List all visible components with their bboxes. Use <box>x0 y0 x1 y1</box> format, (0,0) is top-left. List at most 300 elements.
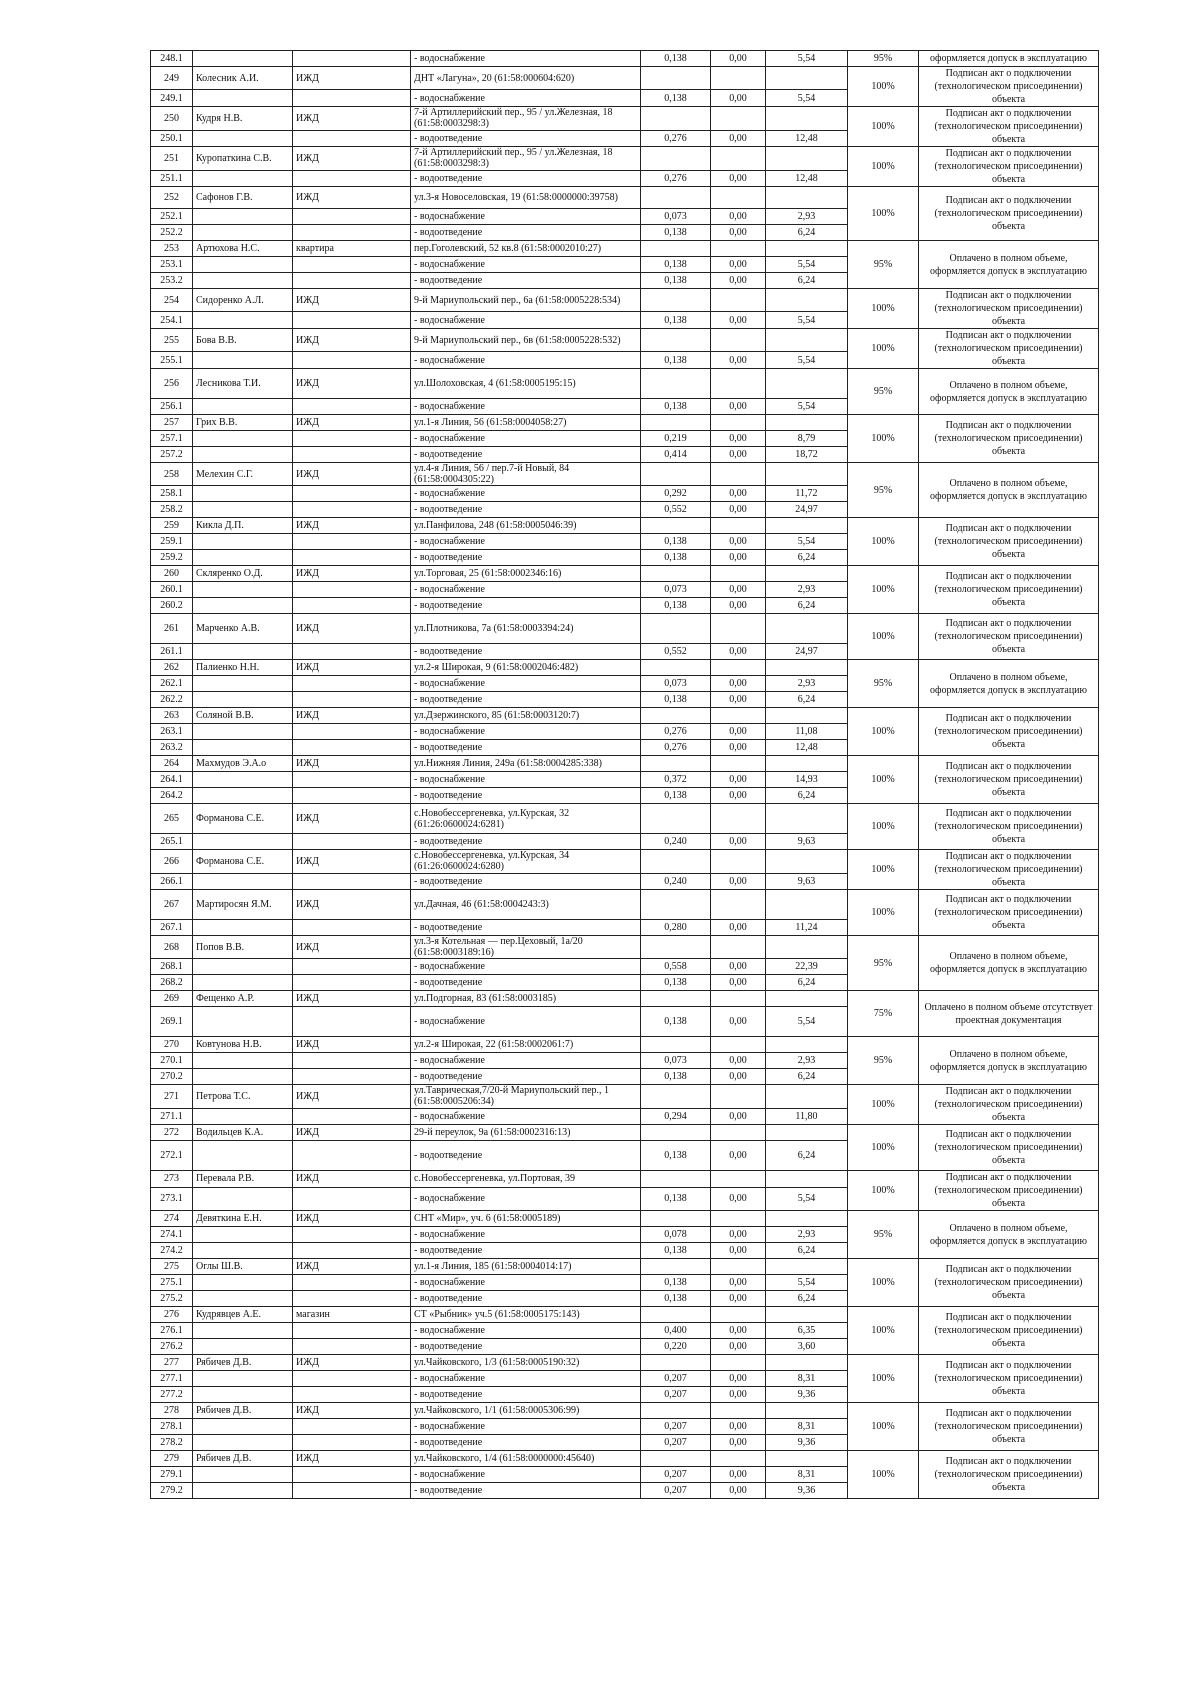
applicant-name: Мелехин С.Г. <box>193 463 293 486</box>
applicant-name <box>193 257 293 273</box>
zero-value <box>711 1085 766 1109</box>
row-number: 266 <box>151 850 193 874</box>
applicant-name <box>193 582 293 598</box>
object-address: - водоотведение <box>411 1339 641 1355</box>
object-type <box>293 1141 411 1171</box>
load-value: 0,138 <box>641 1291 711 1307</box>
registry-body <box>151 51 1099 1499</box>
applicant-name <box>193 1227 293 1243</box>
readiness-percent: 100% <box>848 708 919 756</box>
zero-value: 0,00 <box>711 598 766 614</box>
load-value: 0,276 <box>641 724 711 740</box>
applicant-name: Петрова Т.С. <box>193 1085 293 1109</box>
applicant-name <box>193 225 293 241</box>
applicant-name <box>193 1291 293 1307</box>
load-value: 0,138 <box>641 273 711 289</box>
status-note: Подписан акт о подключении (технологическом присоединении) объекта <box>919 804 1099 850</box>
object-type: ИЖД <box>293 708 411 724</box>
object-address: - водоснабжение <box>411 312 641 329</box>
fee-value: 6,24 <box>766 975 848 991</box>
object-type: ИЖД <box>293 1403 411 1419</box>
load-value <box>641 1355 711 1371</box>
zero-value <box>711 329 766 352</box>
object-type <box>293 1053 411 1069</box>
zero-value: 0,00 <box>711 644 766 660</box>
row-number: 251.1 <box>151 170 193 186</box>
object-type <box>293 90 411 107</box>
object-address: ул.Таврическая,7/20-й Мариупольский пер., 1 (61:58:0005206:34) <box>411 1085 641 1109</box>
object-address: ул.Панфилова, 248 (61:58:0005046:39) <box>411 518 641 534</box>
applicant-name <box>193 1483 293 1499</box>
fee-value: 6,24 <box>766 1243 848 1259</box>
applicant-name <box>193 724 293 740</box>
fee-value: 9,36 <box>766 1435 848 1451</box>
object-address: - водоотведение <box>411 788 641 804</box>
zero-value: 0,00 <box>711 920 766 936</box>
row-number: 258.2 <box>151 502 193 518</box>
object-type <box>293 1227 411 1243</box>
object-address: - водоснабжение <box>411 1323 641 1339</box>
applicant-name: Марченко А.В. <box>193 614 293 644</box>
applicant-name: Рябичев Д.В. <box>193 1355 293 1371</box>
zero-value <box>711 804 766 834</box>
object-type <box>293 399 411 415</box>
fee-value: 5,54 <box>766 1007 848 1037</box>
object-address: - водоснабжение <box>411 431 641 447</box>
row-number: 275.2 <box>151 1291 193 1307</box>
row-number: 279 <box>151 1451 193 1467</box>
row-number: 279.1 <box>151 1467 193 1483</box>
load-value <box>641 936 711 959</box>
zero-value <box>711 463 766 486</box>
object-address: - водоснабжение <box>411 257 641 273</box>
readiness-percent: 100% <box>848 1259 919 1307</box>
table-row <box>151 67 1099 90</box>
object-type <box>293 1371 411 1387</box>
zero-value: 0,00 <box>711 1053 766 1069</box>
table-row <box>151 936 1099 959</box>
fee-value <box>766 241 848 257</box>
zero-value: 0,00 <box>711 1141 766 1171</box>
row-number: 259 <box>151 518 193 534</box>
load-value <box>641 708 711 724</box>
zero-value <box>711 107 766 131</box>
object-address: - водоотведение <box>411 1141 641 1171</box>
readiness-percent: 100% <box>848 1355 919 1403</box>
applicant-name <box>193 1108 293 1124</box>
object-address: с.Новобессергеневка, ул.Курская, 34 (61:26:0600024:6280) <box>411 850 641 874</box>
object-address: - водоотведение <box>411 502 641 518</box>
object-type <box>293 582 411 598</box>
object-address: - водоснабжение <box>411 582 641 598</box>
fee-value: 2,93 <box>766 1053 848 1069</box>
fee-value <box>766 850 848 874</box>
object-type: ИЖД <box>293 1259 411 1275</box>
object-address: - водоснабжение <box>411 486 641 502</box>
object-address: - водоснабжение <box>411 1053 641 1069</box>
load-value: 0,078 <box>641 1227 711 1243</box>
load-value: 0,138 <box>641 312 711 329</box>
fee-value <box>766 566 848 582</box>
fee-value: 11,80 <box>766 1108 848 1124</box>
row-number: 270 <box>151 1037 193 1053</box>
zero-value: 0,00 <box>711 1291 766 1307</box>
applicant-name <box>193 447 293 463</box>
load-value: 0,240 <box>641 873 711 889</box>
fee-value: 2,93 <box>766 582 848 598</box>
row-number: 274 <box>151 1211 193 1227</box>
row-number: 278 <box>151 1403 193 1419</box>
row-number: 263.1 <box>151 724 193 740</box>
applicant-name <box>193 772 293 788</box>
object-type <box>293 1291 411 1307</box>
load-value: 0,207 <box>641 1467 711 1483</box>
status-note: Подписан акт о подключении (технологическом присоединении) объекта <box>919 1403 1099 1451</box>
readiness-percent: 100% <box>848 850 919 890</box>
object-type: ИЖД <box>293 67 411 90</box>
applicant-name <box>193 1243 293 1259</box>
applicant-name: Форманова С.Е. <box>193 850 293 874</box>
applicant-name <box>193 1371 293 1387</box>
readiness-percent: 100% <box>848 1403 919 1451</box>
applicant-name <box>193 90 293 107</box>
zero-value <box>711 1451 766 1467</box>
load-value: 0,552 <box>641 644 711 660</box>
table-row <box>151 614 1099 644</box>
fee-value: 5,54 <box>766 352 848 369</box>
load-value: 0,138 <box>641 692 711 708</box>
row-number: 277 <box>151 1355 193 1371</box>
object-address: - водоснабжение <box>411 51 641 67</box>
row-number: 250 <box>151 107 193 131</box>
readiness-percent: 95% <box>848 463 919 518</box>
fee-value <box>766 1451 848 1467</box>
fee-value: 6,24 <box>766 692 848 708</box>
fee-value: 6,24 <box>766 273 848 289</box>
row-number: 264.2 <box>151 788 193 804</box>
fee-value <box>766 1037 848 1053</box>
fee-value: 22,39 <box>766 959 848 975</box>
object-address: - водоотведение <box>411 692 641 708</box>
load-value <box>641 369 711 399</box>
load-value: 0,138 <box>641 225 711 241</box>
object-address: - водоотведение <box>411 1435 641 1451</box>
applicant-name: Кудрявцев А.Е. <box>193 1307 293 1323</box>
row-number: 278.1 <box>151 1419 193 1435</box>
object-type <box>293 920 411 936</box>
zero-value: 0,00 <box>711 834 766 850</box>
zero-value <box>711 369 766 399</box>
table-row <box>151 289 1099 312</box>
zero-value: 0,00 <box>711 1243 766 1259</box>
row-number: 252 <box>151 187 193 209</box>
table-row <box>151 518 1099 534</box>
applicant-name <box>193 51 293 67</box>
zero-value: 0,00 <box>711 1483 766 1499</box>
load-value <box>641 756 711 772</box>
applicant-name: Колесник А.И. <box>193 67 293 90</box>
applicant-name <box>193 740 293 756</box>
load-value <box>641 1259 711 1275</box>
readiness-percent: 100% <box>848 614 919 660</box>
zero-value: 0,00 <box>711 130 766 146</box>
fee-value: 18,72 <box>766 447 848 463</box>
object-address: - водоотведение <box>411 1387 641 1403</box>
zero-value: 0,00 <box>711 873 766 889</box>
row-number: 265.1 <box>151 834 193 850</box>
fee-value: 5,54 <box>766 399 848 415</box>
row-number: 261 <box>151 614 193 644</box>
row-number: 251 <box>151 147 193 171</box>
load-value: 0,219 <box>641 431 711 447</box>
object-address: - водоснабжение <box>411 534 641 550</box>
table-row <box>151 1451 1099 1467</box>
applicant-name <box>193 1069 293 1085</box>
load-value: 0,372 <box>641 772 711 788</box>
object-type <box>293 225 411 241</box>
row-number: 257 <box>151 415 193 431</box>
applicant-name: Оглы Ш.В. <box>193 1259 293 1275</box>
fee-value: 6,24 <box>766 1069 848 1085</box>
fee-value: 5,54 <box>766 257 848 273</box>
object-address: - водоотведение <box>411 130 641 146</box>
applicant-name <box>193 692 293 708</box>
fee-value: 8,31 <box>766 1419 848 1435</box>
zero-value: 0,00 <box>711 170 766 186</box>
fee-value: 9,63 <box>766 834 848 850</box>
row-number: 260.2 <box>151 598 193 614</box>
table-row <box>151 1307 1099 1323</box>
fee-value <box>766 67 848 90</box>
object-address: ул.Торговая, 25 (61:58:0002346:16) <box>411 566 641 582</box>
zero-value: 0,00 <box>711 740 766 756</box>
row-number: 275 <box>151 1259 193 1275</box>
status-note: Подписан акт о подключении (технологическом присоединении) объекта <box>919 614 1099 660</box>
object-type: ИЖД <box>293 804 411 834</box>
object-type <box>293 598 411 614</box>
load-value: 0,207 <box>641 1371 711 1387</box>
fee-value <box>766 1171 848 1188</box>
zero-value: 0,00 <box>711 1187 766 1210</box>
zero-value: 0,00 <box>711 582 766 598</box>
row-number: 277.1 <box>151 1371 193 1387</box>
load-value <box>641 329 711 352</box>
load-value <box>641 1037 711 1053</box>
object-address: 9-й Мариупольский пер., 6а (61:58:0005228:534) <box>411 289 641 312</box>
readiness-percent: 95% <box>848 936 919 991</box>
object-type <box>293 1419 411 1435</box>
zero-value: 0,00 <box>711 502 766 518</box>
fee-value <box>766 463 848 486</box>
applicant-name <box>193 130 293 146</box>
object-address: ул.Чайковского, 1/4 (61:58:0000000:45640) <box>411 1451 641 1467</box>
fee-value: 2,93 <box>766 209 848 225</box>
object-address: ул.Плотникова, 7а (61:58:0003394:24) <box>411 614 641 644</box>
zero-value: 0,00 <box>711 1069 766 1085</box>
zero-value <box>711 187 766 209</box>
zero-value: 0,00 <box>711 51 766 67</box>
zero-value: 0,00 <box>711 959 766 975</box>
row-number: 256.1 <box>151 399 193 415</box>
object-type <box>293 431 411 447</box>
load-value <box>641 1085 711 1109</box>
table-row <box>151 329 1099 352</box>
object-type: ИЖД <box>293 289 411 312</box>
fee-value: 6,24 <box>766 598 848 614</box>
applicant-name: Лесникова Т.И. <box>193 369 293 399</box>
fee-value: 2,93 <box>766 676 848 692</box>
status-note: Подписан акт о подключении (технологическом присоединении) объекта <box>919 566 1099 614</box>
row-number: 273 <box>151 1171 193 1188</box>
status-note: Подписан акт о подключении (технологическом присоединении) объекта <box>919 1355 1099 1403</box>
row-number: 259.1 <box>151 534 193 550</box>
fee-value: 24,97 <box>766 502 848 518</box>
row-number: 274.1 <box>151 1227 193 1243</box>
fee-value <box>766 1307 848 1323</box>
row-number: 248.1 <box>151 51 193 67</box>
object-type <box>293 1467 411 1483</box>
applicant-name <box>193 1467 293 1483</box>
load-value: 0,138 <box>641 550 711 566</box>
object-type: ИЖД <box>293 756 411 772</box>
object-address: - водоотведение <box>411 644 641 660</box>
object-type <box>293 975 411 991</box>
load-value: 0,207 <box>641 1435 711 1451</box>
readiness-percent: 100% <box>848 1451 919 1499</box>
object-type <box>293 1435 411 1451</box>
object-type <box>293 550 411 566</box>
zero-value: 0,00 <box>711 225 766 241</box>
row-number: 254 <box>151 289 193 312</box>
load-value: 0,138 <box>641 1069 711 1085</box>
zero-value: 0,00 <box>711 1467 766 1483</box>
applicant-name <box>193 431 293 447</box>
zero-value <box>711 1403 766 1419</box>
applicant-name: Грих В.В. <box>193 415 293 431</box>
applicant-name: Артюхова Н.С. <box>193 241 293 257</box>
row-number: 273.1 <box>151 1187 193 1210</box>
zero-value: 0,00 <box>711 692 766 708</box>
row-number: 263.2 <box>151 740 193 756</box>
load-value <box>641 147 711 171</box>
object-address: - водоотведение <box>411 447 641 463</box>
applicant-name: Сафонов Г.В. <box>193 187 293 209</box>
object-address: - водоотведение <box>411 1069 641 1085</box>
applicant-name <box>193 920 293 936</box>
load-value: 0,280 <box>641 920 711 936</box>
status-note: Оплачено в полном объеме, оформляется допуск в эксплуатацию <box>919 463 1099 518</box>
row-number: 255 <box>151 329 193 352</box>
load-value <box>641 463 711 486</box>
object-address: 7-й Артиллерийский пер., 95 / ул.Железная, 18 (61:58:0003298:3) <box>411 147 641 171</box>
row-number: 270.1 <box>151 1053 193 1069</box>
applicant-name <box>193 209 293 225</box>
object-address: - водоснабжение <box>411 209 641 225</box>
status-note: Оплачено в полном объеме, оформляется допуск в эксплуатацию <box>919 660 1099 708</box>
load-value: 0,276 <box>641 170 711 186</box>
table-row <box>151 1403 1099 1419</box>
load-value <box>641 1125 711 1141</box>
applicant-name <box>193 1323 293 1339</box>
object-address: - водоснабжение <box>411 772 641 788</box>
object-type: ИЖД <box>293 1355 411 1371</box>
status-note: Подписан акт о подключении (технологическом присоединении) объекта <box>919 518 1099 566</box>
object-address: СТ «Рыбник» уч.5 (61:58:0005175:143) <box>411 1307 641 1323</box>
applicant-name <box>193 170 293 186</box>
object-type <box>293 676 411 692</box>
object-type <box>293 740 411 756</box>
zero-value: 0,00 <box>711 257 766 273</box>
load-value <box>641 566 711 582</box>
applicant-name: Сидоренко А.Л. <box>193 289 293 312</box>
table-row <box>151 756 1099 772</box>
fee-value <box>766 107 848 131</box>
object-address: 29-й переулок, 9а (61:58:0002316:13) <box>411 1125 641 1141</box>
load-value: 0,400 <box>641 1323 711 1339</box>
object-address: ул.3-я Котельная — пер.Цеховый, 1а/20 (61:58:0003189:16) <box>411 936 641 959</box>
row-number: 258 <box>151 463 193 486</box>
zero-value <box>711 1355 766 1371</box>
row-number: 268.2 <box>151 975 193 991</box>
row-number: 259.2 <box>151 550 193 566</box>
table-row <box>151 708 1099 724</box>
zero-value <box>711 1211 766 1227</box>
load-value <box>641 1171 711 1188</box>
object-type <box>293 352 411 369</box>
object-address: - водоснабжение <box>411 1419 641 1435</box>
zero-value <box>711 850 766 874</box>
readiness-percent: 95% <box>848 660 919 708</box>
table-row <box>151 369 1099 399</box>
object-address: ул.Дзержинского, 85 (61:58:0003120:7) <box>411 708 641 724</box>
object-type: ИЖД <box>293 936 411 959</box>
load-value: 0,138 <box>641 788 711 804</box>
object-type <box>293 209 411 225</box>
object-type <box>293 834 411 850</box>
object-type: ИЖД <box>293 1085 411 1109</box>
fee-value: 5,54 <box>766 1275 848 1291</box>
object-address: - водоотведение <box>411 225 641 241</box>
object-address: - водоотведение <box>411 550 641 566</box>
fee-value: 5,54 <box>766 51 848 67</box>
fee-value <box>766 1403 848 1419</box>
row-number: 274.2 <box>151 1243 193 1259</box>
applicant-name <box>193 1187 293 1210</box>
readiness-percent: 100% <box>848 890 919 936</box>
applicant-name: Палиенко Н.Н. <box>193 660 293 676</box>
row-number: 258.1 <box>151 486 193 502</box>
load-value <box>641 1307 711 1323</box>
load-value: 0,207 <box>641 1483 711 1499</box>
table-row <box>151 415 1099 431</box>
fee-value: 11,24 <box>766 920 848 936</box>
applicant-name <box>193 1007 293 1037</box>
load-value: 0,276 <box>641 740 711 756</box>
row-number: 264.1 <box>151 772 193 788</box>
table-row <box>151 1259 1099 1275</box>
applicant-name <box>193 273 293 289</box>
load-value: 0,073 <box>641 1053 711 1069</box>
fee-value: 5,54 <box>766 312 848 329</box>
object-type: ИЖД <box>293 518 411 534</box>
fee-value <box>766 1259 848 1275</box>
load-value: 0,414 <box>641 447 711 463</box>
row-number: 260 <box>151 566 193 582</box>
object-address: - водоснабжение <box>411 1371 641 1387</box>
object-type <box>293 1275 411 1291</box>
load-value <box>641 187 711 209</box>
row-number: 276 <box>151 1307 193 1323</box>
